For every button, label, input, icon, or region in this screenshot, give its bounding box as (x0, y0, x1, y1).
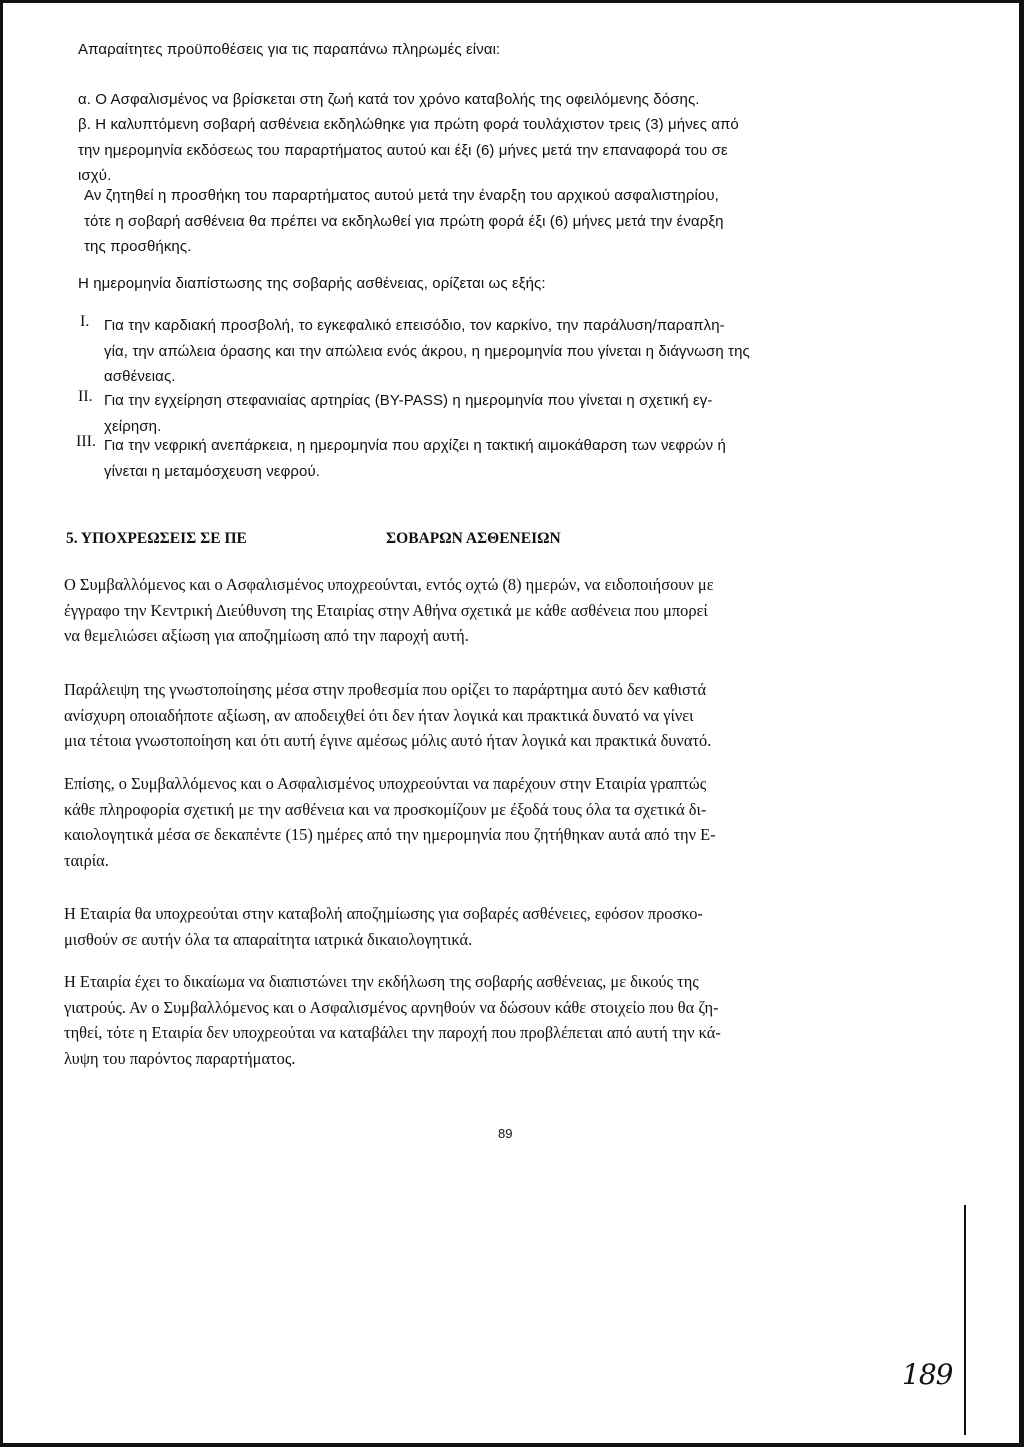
diagnosis-item-iii (104, 433, 726, 484)
requirements-heading (78, 37, 500, 63)
condition-beta-line: β. Η καλυπτόμενη σοβαρή ασθένεια εκδηλώθηκε για πρώτη φορά τουλάχιστον τρεις (3) μήνες από (78, 116, 739, 133)
scan-border-bottom (0, 1443, 1024, 1447)
diagnosis-item-line: γία, την απώλεια όρασης και την απώλεια ενός άκρου, η ημερομηνία που γίνεται η διάγνωση της (104, 342, 750, 360)
diagnosis-item-line: γίνεται η μεταμόσχευση νεφρού. (104, 462, 321, 480)
diagnosis-item-numeral: II. (78, 388, 93, 405)
diagnosis-item-numeral: I. (80, 313, 90, 330)
paragraph-line: μια τέτοια γνωστοποίηση και ότι αυτή έγινε αμέσως μόλις αυτό ήταν λογικά και πρακτικά δυνατό. (64, 731, 712, 750)
condition-beta-line: την ημερομηνία εκδόσεως του παραρτήματος αυτού και έξι (6) μήνες μετά την επαναφορά του σε (78, 141, 728, 159)
diagnosis-item-i (104, 313, 750, 390)
condition-alpha-text: α. Ο Ασφαλισμένος να βρίσκεται στη ζωή κατά τον χρόνο καταβολής της οφειλόμενης δόσης. (78, 91, 700, 108)
paragraph-line: μισθούν σε αυτήν όλα τα απαραίτητα ιατρικά δικαιολογητικά. (64, 929, 473, 949)
page-number: 89 (498, 1126, 513, 1141)
diagnosis-item-line: ασθένειας. (104, 368, 176, 385)
addition-line: τότε η σοβαρή ασθένεια θα πρέπει να εκδηλωθεί για πρώτη φορά έξι (6) μήνες μετά την έναρξη (84, 212, 724, 230)
condition-beta (78, 112, 739, 189)
diagnosis-item-line: Για την καρδιακή προσβολή, το εγκεφαλικό επεισόδιο, τον καρκίνο, την παράλυση/παραπλη- (104, 317, 725, 334)
requirements-heading-text: Απαραίτητες προϋποθέσεις για τις παραπάνω πληρωμές είναι: (78, 41, 501, 58)
paragraph-line: Παράλειψη της γνωστοποίησης μέσα στην προθεσμία που ορίζει το παράρτημα αυτό δεν καθιστά (64, 680, 707, 699)
paragraph-line: ταιρία. (64, 850, 109, 870)
paragraph-line: λυψη του παρόντος παραρτήματος. (64, 1048, 296, 1068)
diagnosis-item-numeral: III. (76, 433, 96, 450)
omission-paragraph (64, 677, 711, 754)
section-heading-continued: ΣΟΒΑΡΩΝ ΑΣΘΕΝΕΙΩΝ (386, 530, 561, 547)
paragraph-line: ανίσχυρη οποιαδήποτε αξίωση, αν αποδειχθεί ότι δεν ήταν λογικά και πρακτικά δυνατό να γίνει (64, 705, 694, 725)
paragraph-line: Η Εταιρία έχει το δικαίωμα να διαπιστώνει την εκδήλωση της σοβαρής ασθένειας, με δικούς της (64, 972, 699, 991)
condition-alpha (78, 87, 700, 113)
section-heading: 5. ΥΠΟΧΡΕΩΣΕΙΣ ΣΕ ΠΕ (66, 530, 247, 547)
scan-border-top (0, 0, 1024, 3)
diagnosis-intro-text: Η ημερομηνία διαπίστωσης της σοβαρής ασθένειας, ορίζεται ως εξής: (78, 275, 546, 292)
paragraph-line: τηθεί, τότε η Εταιρία δεν υποχρεούται να καταβάλει την παροχή που προβλέπεται από αυτή την κά- (64, 1023, 721, 1042)
information-paragraph (64, 771, 716, 873)
addition-paragraph (84, 183, 724, 260)
notification-paragraph (64, 572, 714, 649)
diagnosis-item-ii (104, 388, 712, 439)
margin-rule (964, 1205, 966, 1435)
diagnosis-item-line: χείρηση. (104, 417, 162, 435)
paragraph-line: έγγραφο την Κεντρική Διεύθυνση της Εταιρίας στην Αθήνα σχετικά με κάθε ασθένεια που μπορεί (64, 600, 708, 620)
diagnosis-item-line: Για την εγχείρηση στεφανιαίας αρτηρίας (BY-PASS) η ημερομηνία που γίνεται η σχετική εγ- (104, 392, 713, 409)
paragraph-line: Επίσης, ο Συμβαλλόμενος και ο Ασφαλισμένος υποχρεούνται να παρέχουν στην Εταιρία γραπτώς (64, 774, 707, 793)
paragraph-line: γιατρούς. Αν ο Συμβαλλόμενος και ο Ασφαλισμένος αρνηθούν να δώσουν κάθε στοιχείο που θα ζη- (64, 997, 719, 1017)
paragraph-line: Ο Συμβαλλόμενος και ο Ασφαλισμένος υποχρεούνται, εντός οχτώ (8) ημερών, να ειδοποιήσουν με (64, 575, 714, 594)
paragraph-line: καιολογητικά μέσα σε δεκαπέντε (15) ημέρες από την ημερομηνία που ζητήθηκαν αυτά από την Ε- (64, 825, 716, 844)
compensation-paragraph (64, 901, 703, 952)
scan-border-left (0, 0, 3, 1447)
scan-border-right (1019, 0, 1024, 1447)
verification-paragraph (64, 969, 721, 1071)
condition-beta-line: ισχύ. (78, 167, 112, 184)
addition-line: Αν ζητηθεί η προσθήκη του παραρτήματος αυτού μετά την έναρξη του αρχικού ασφαλιστηρίου, (84, 187, 719, 204)
paragraph-line: κάθε πληροφορία σχετική με την ασθένεια και να προσκομίζουν με έξοδά τους όλα τα σχετικά δι- (64, 799, 707, 819)
paragraph-line: να θεμελιώσει αξίωση για αποζημίωση από την παροχή αυτή. (64, 626, 469, 645)
handwritten-page-number: 189 (902, 1358, 953, 1391)
paragraph-line: Η Εταιρία θα υποχρεούται στην καταβολή αποζημίωσης για σοβαρές ασθένειες, εφόσον προσκο- (64, 904, 703, 923)
diagnosis-intro (78, 271, 546, 297)
diagnosis-item-line: Για την νεφρική ανεπάρκεια, η ημερομηνία που αρχίζει η τακτική αιμοκάθαρση των νεφρών ή (104, 437, 726, 454)
addition-line: της προσθήκης. (84, 238, 192, 255)
